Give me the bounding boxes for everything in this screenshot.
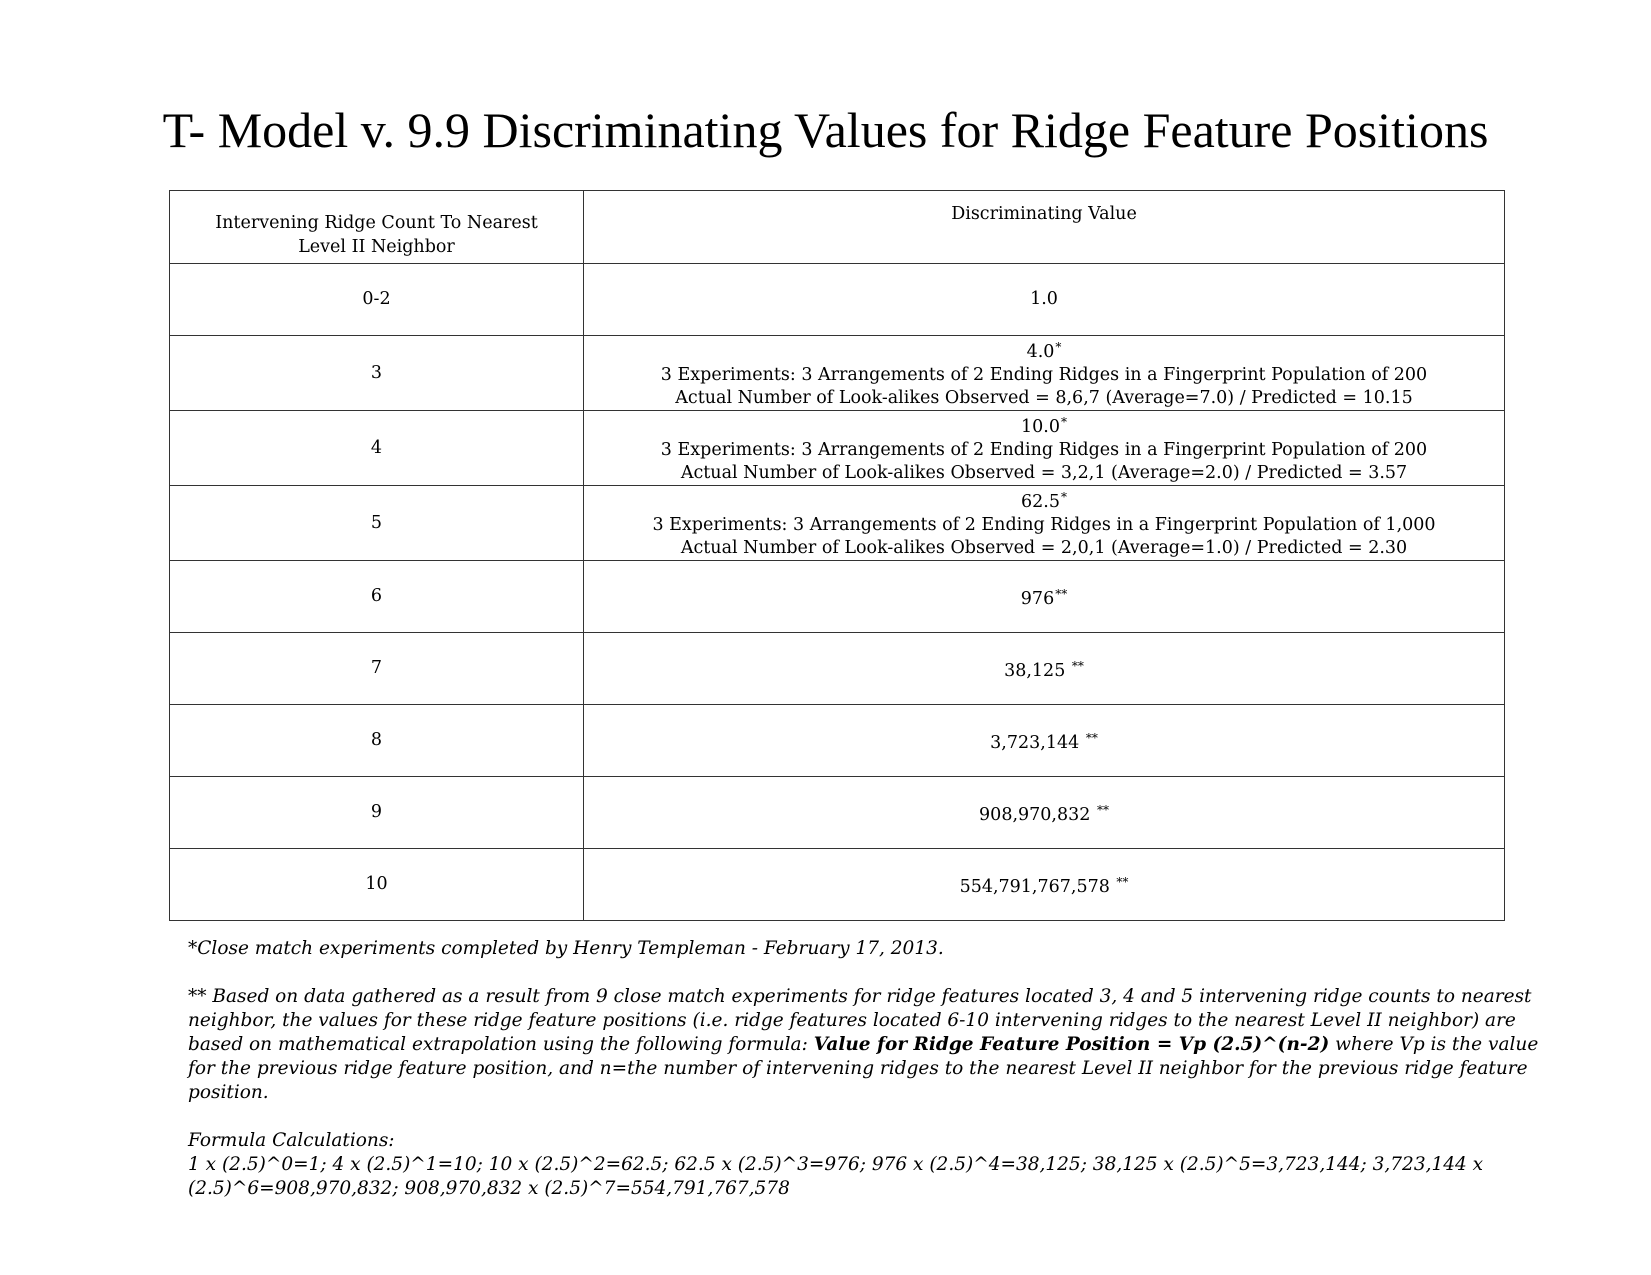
ridge-count-value: 5 <box>370 512 383 533</box>
ridge-count-cell <box>170 849 584 921</box>
footnote-extrapolation-rest: where Vp is the value for the previous ridge feature position, and n=the number of intervening ridges to the nearest Level II neighbor for the previous ridge feature position. <box>188 1034 1539 1103</box>
table-row <box>170 849 1505 921</box>
footnote-extrapolation <box>188 985 1563 1105</box>
ridge-count-cell <box>170 777 584 849</box>
discriminating-value-cell <box>584 336 1505 411</box>
footnotes <box>188 937 1563 1201</box>
discriminating-value-cell <box>584 264 1505 336</box>
experiment-detail-line: 3 Experiments: 3 Arrangements of 2 Ending Ridges in a Fingerprint Population of 200 <box>660 365 1428 385</box>
table-row <box>170 336 1505 411</box>
footnote-marker: * <box>1060 415 1067 429</box>
table-row <box>170 633 1505 705</box>
table-row <box>170 264 1505 336</box>
ridge-count-value: 0-2 <box>362 289 391 309</box>
ridge-count-value: 9 <box>370 802 383 822</box>
ridge-count-cell <box>170 264 584 336</box>
ridge-count-cell <box>170 705 584 777</box>
header-discriminating-value: Discriminating Value <box>584 191 1505 264</box>
table-row <box>170 561 1505 633</box>
ridge-count-cell <box>170 486 584 561</box>
ridge-count-value: 6 <box>370 586 383 606</box>
ridge-count-value: 3 <box>370 362 383 383</box>
discriminating-values-table <box>169 190 1505 921</box>
footnote-marker: ** <box>1096 802 1109 817</box>
table-row <box>170 705 1505 777</box>
discriminating-value: 908,970,832 <box>979 804 1096 825</box>
ridge-count-value: 8 <box>370 730 383 750</box>
footnote-marker: ** <box>1055 586 1068 601</box>
ridge-count-value: 4 <box>370 437 383 458</box>
ridge-count-cell <box>170 411 584 486</box>
table-header-row <box>170 191 1505 264</box>
footnote-experiments: *Close match experiments completed by Henry Templeman - February 17, 2013. <box>188 938 944 959</box>
ridge-count-cell <box>170 633 584 705</box>
footnote-marker: * <box>1060 490 1067 504</box>
discriminating-value: 4.0 <box>1026 342 1055 362</box>
ridge-count-value: 7 <box>370 658 383 678</box>
discriminating-value: 554,791,767,578 <box>959 876 1116 897</box>
experiment-detail-line: 3 Experiments: 3 Arrangements of 2 Ending Ridges in a Fingerprint Population of 1,000 <box>652 515 1436 535</box>
discriminating-value-cell <box>584 486 1505 561</box>
footnote-extrapolation-intro: ** Based on data gathered as a result from 9 close match experiments for ridge features located 3, 4 and 5 intervening ridge counts to nearest neighbor, the values for these ridge feature positions (i.e. ridge features located 6-10 intervening ridges to the nearest Level II neighbor) are based on mathematical extrapolation using the following formula: <box>188 986 1532 1055</box>
discriminating-value-cell <box>584 777 1505 849</box>
footnote-marker: ** <box>1116 874 1129 889</box>
ridge-count-cell <box>170 561 584 633</box>
formula-text: Value for Ridge Feature Position = Vp (2.5)^(n-2) <box>813 1034 1330 1055</box>
discriminating-value: 976 <box>1020 588 1055 609</box>
discriminating-value-cell <box>584 633 1505 705</box>
experiment-detail-line: Actual Number of Look-alikes Observed = 3,2,1 (Average=2.0) / Predicted = 3.57 <box>680 463 1408 483</box>
experiment-detail-line: Actual Number of Look-alikes Observed = 8,6,7 (Average=7.0) / Predicted = 10.15 <box>675 388 1413 408</box>
formula-calculations: 1 x (2.5)^0=1; 4 x (2.5)^1=10; 10 x (2.5)^2=62.5; 62.5 x (2.5)^3=976; 976 x (2.5)^4=38,125; 38,125 x (2.5)^5=3,723,144; 3,723,144 x (2.5)^6=908,970,832; 908,970,832 x (2.5)^7=554,791,767,578 <box>188 1154 1484 1199</box>
experiment-detail-line: 3 Experiments: 3 Arrangements of 2 Ending Ridges in a Fingerprint Population of 200 <box>660 440 1428 460</box>
footnote-marker: ** <box>1071 658 1084 673</box>
table-row <box>170 411 1505 486</box>
formula-calculations-label: Formula Calculations: <box>188 1130 395 1151</box>
discriminating-value-cell <box>584 411 1505 486</box>
experiment-detail-line: Actual Number of Look-alikes Observed = 2,0,1 (Average=1.0) / Predicted = 2.30 <box>680 538 1408 558</box>
page-title: T- Model v. 9.9 Discriminating Values for Ridge Feature Positions <box>162 102 1489 158</box>
discriminating-value: 62.5 <box>1021 492 1060 512</box>
discriminating-value: 1.0 <box>1030 289 1058 309</box>
ridge-count-value: 10 <box>365 874 388 894</box>
discriminating-value: 38,125 <box>1004 660 1071 681</box>
discriminating-value: 3,723,144 <box>990 732 1085 753</box>
table-row <box>170 777 1505 849</box>
discriminating-value-cell <box>584 849 1505 921</box>
discriminating-value-cell <box>584 705 1505 777</box>
header-ridge-count: Intervening Ridge Count To Nearest Level II Neighbor <box>170 191 584 264</box>
footnote-marker: ** <box>1085 730 1098 745</box>
table-row <box>170 486 1505 561</box>
discriminating-value: 10.0 <box>1021 417 1060 437</box>
ridge-count-cell <box>170 336 584 411</box>
discriminating-value-cell <box>584 561 1505 633</box>
footnote-marker: * <box>1055 340 1062 354</box>
